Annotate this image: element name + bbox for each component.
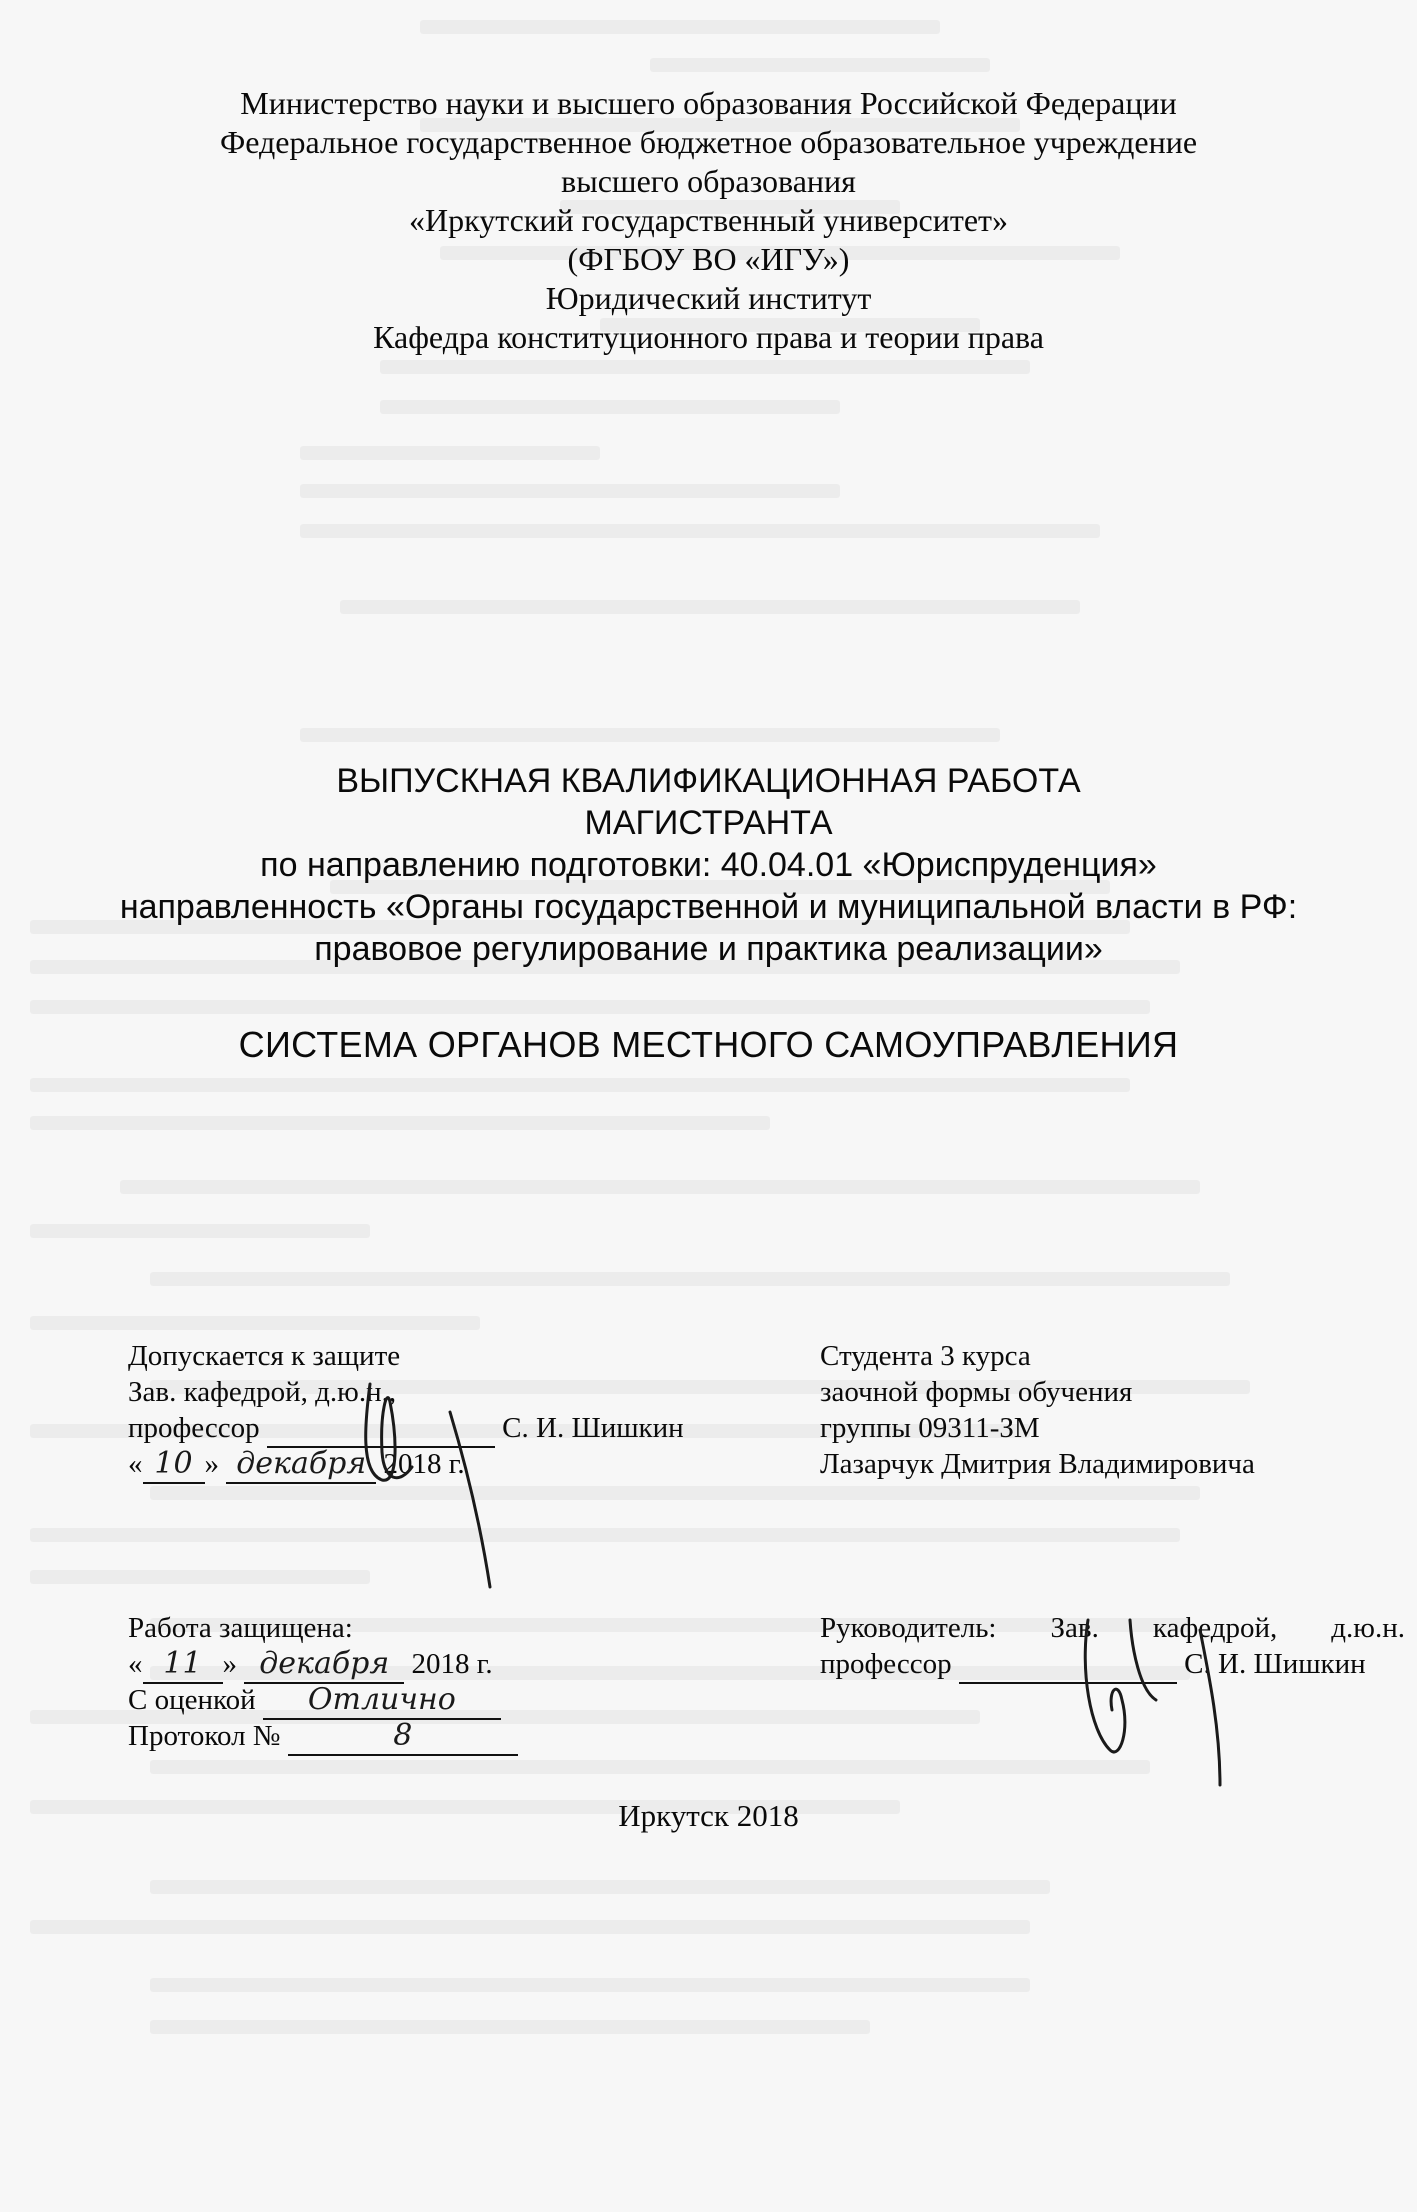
defense-month: декабря (244, 1646, 404, 1684)
direction-line: по направлению подготовки: 40.04.01 «Юриспруденция» (260, 846, 1157, 884)
department-line: Кафедра конституционного права и теории права (373, 319, 1044, 355)
head-of-department-line: Зав. кафедрой, д.ю.н., (128, 1376, 397, 1408)
grade-label: С оценкой (128, 1684, 256, 1716)
head-signature (330, 1372, 540, 1602)
student-study-form: заочной формы обучения (820, 1376, 1133, 1408)
city-year: Иркутск 2018 (618, 1798, 799, 1833)
grade-row (128, 1682, 518, 1718)
quote-open: « (128, 1448, 143, 1480)
student-group: группы 09311-ЗМ (820, 1412, 1040, 1444)
quote-close: » (204, 1448, 219, 1480)
head-name: С. И. Шишкин (502, 1412, 684, 1444)
institution-header (0, 84, 1417, 357)
admission-day: 10 (143, 1446, 205, 1484)
admission-line: Допускается к защите (128, 1340, 401, 1372)
protocol-row (128, 1718, 518, 1754)
student-block (820, 1338, 1255, 1482)
institution-type-line: Федеральное государственное бюджетное образовательное учреждение (219, 124, 1198, 160)
defense-year: 2018 г. (411, 1648, 493, 1680)
university-name-line: «Иркутский государственный университет» (408, 202, 1008, 238)
institute-line: Юридический институт (545, 280, 872, 316)
supervisor-label: Руководитель: (820, 1612, 997, 1644)
education-level-line: высшего образования (561, 163, 856, 199)
defense-day: 11 (143, 1646, 223, 1684)
student-name: Лазарчук Дмитрия Владимировича (820, 1448, 1255, 1480)
protocol-number: 8 (288, 1718, 518, 1756)
supervisor-word-2: кафедрой, (1152, 1612, 1278, 1644)
thesis-degree-line: МАГИСТРАНТА (584, 804, 833, 842)
student-course: Студента 3 курса (820, 1340, 1031, 1372)
ministry-line: Министерство науки и высшего образования Российской Федерации (240, 85, 1177, 121)
grade-value: Отлично (263, 1682, 501, 1720)
university-abbr-line: (ФГБОУ ВО «ИГУ») (567, 241, 850, 277)
supervisor-signature (1060, 1590, 1260, 1790)
supervisor-word-1: Зав. (1050, 1612, 1099, 1644)
thesis-title-block (0, 760, 1417, 970)
admission-month: декабря (226, 1446, 376, 1484)
supervisor-name: С. И. Шишкин (1184, 1648, 1366, 1680)
supervisor-word-3: д.ю.н. (1331, 1612, 1405, 1644)
thesis-type-line: ВЫПУСКНАЯ КВАЛИФИКАЦИОННАЯ РАБОТА (336, 762, 1081, 800)
quote-close: » (222, 1648, 237, 1680)
supervisor-professor-label: профессор (820, 1648, 952, 1680)
quote-open: « (128, 1648, 143, 1680)
thesis-topic: СИСТЕМА ОРГАНОВ МЕСТНОГО САМОУПРАВЛЕНИЯ (238, 1024, 1179, 1065)
protocol-label: Протокол № (128, 1720, 281, 1752)
defense-date-row (128, 1646, 518, 1682)
professor-label: профессор (128, 1412, 260, 1444)
defense-block (128, 1610, 518, 1754)
admission-year: 2018 г. (383, 1448, 465, 1480)
specialization-line-2: правовое регулирование и практика реализации» (314, 930, 1103, 968)
defense-line: Работа защищена: (128, 1612, 353, 1644)
specialization-line: направленность «Органы государственной и муниципальной власти в РФ: (119, 888, 1298, 926)
